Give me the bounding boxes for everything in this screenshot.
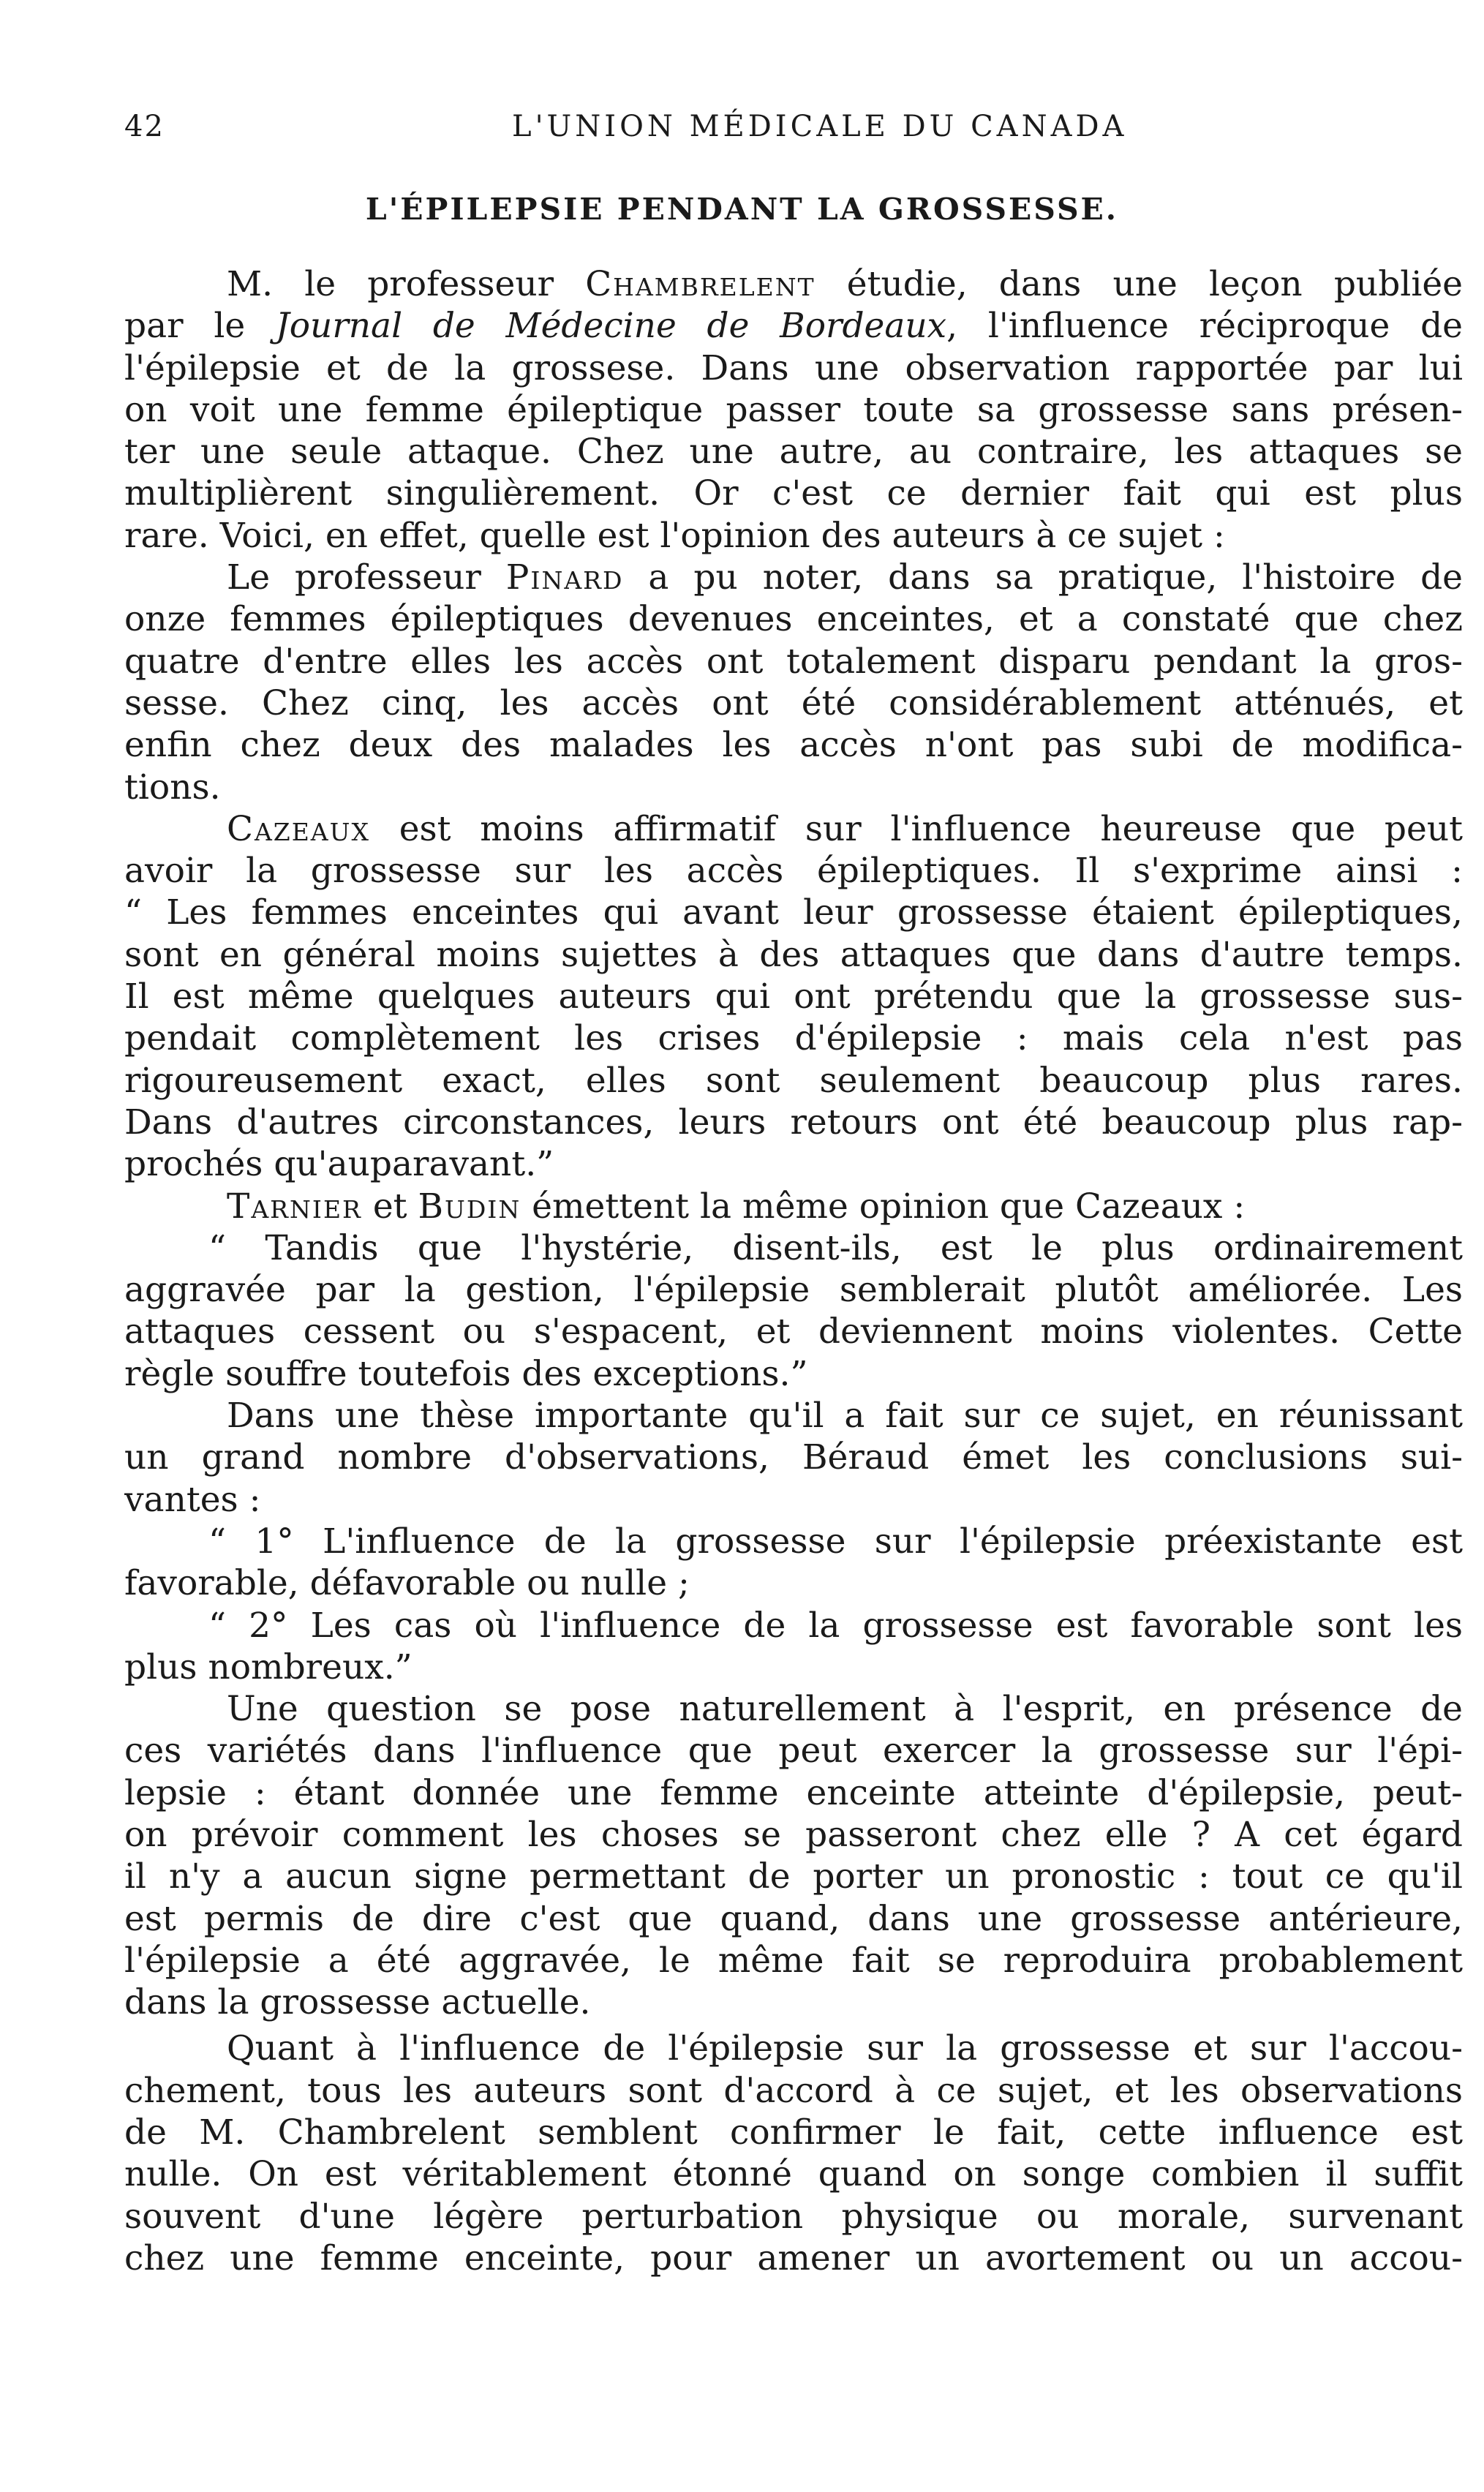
- text-run: a pu noter, dans sa pratique, l'histoire de: [623, 557, 1463, 598]
- text-line: [124, 263, 1463, 305]
- text-line: l'épilepsie et de la grossese. Dans une observation rapportée par lui: [124, 347, 1463, 388]
- page-header: [124, 110, 1418, 154]
- text-run: par le: [124, 306, 276, 347]
- author-name: Cazeaux: [227, 808, 370, 849]
- text-run: est moins affirmatif sur l'influence heureuse que peut: [369, 808, 1463, 849]
- text-run: et: [361, 1186, 418, 1227]
- text-line: il n'y a aucun signe permettant de porter un pronostic : tout ce qu'il: [124, 1856, 1463, 1897]
- text-line: “ Les femmes enceintes qui avant leur grossesse étaient épileptiques,: [124, 892, 1463, 933]
- text-line: onze femmes épileptiques devenues enceintes, et a constaté que chez: [124, 599, 1463, 640]
- text-run: M. le professeur: [227, 264, 586, 304]
- text-run: étudie, dans une leçon publiée: [815, 264, 1463, 304]
- text-line: [124, 808, 1463, 850]
- text-run: Le professeur: [227, 557, 506, 598]
- text-line: pendait complètement les crises d'épilepsie : mais cela n'est pas: [124, 1018, 1463, 1059]
- text-run: émettent la même opinion que Cazeaux :: [521, 1186, 1246, 1227]
- text-line: plus nombreux.”: [124, 1646, 413, 1687]
- text-line: avoir la grossesse sur les accès épileptiques. Il s'exprime ainsi :: [124, 851, 1463, 892]
- text-line: l'épilepsie a été aggravée, le même fait se reproduira probablement: [124, 1940, 1463, 1981]
- author-name: Tarnier: [227, 1186, 362, 1227]
- text-line: [124, 1186, 1463, 1227]
- text-line: ter une seule attaque. Chez une autre, au contraire, les attaques se: [124, 432, 1463, 473]
- text-line: sesse. Chez cinq, les accès ont été considérablement atténués, et: [124, 682, 1463, 723]
- text-line: souvent d'une légère perturbation physique ou morale, survenant: [124, 2196, 1463, 2237]
- text-line: chement, tous les auteurs sont d'accord à ce sujet, et les observations: [124, 2070, 1463, 2111]
- text-line: de M. Chambrelent semblent confirmer le fait, cette influence est: [124, 2112, 1463, 2153]
- text-line: règle souffre toutefois des exceptions.”: [124, 1353, 808, 1394]
- text-line: lepsie : étant donnée une femme enceinte atteinte d'épilepsie, peut-: [124, 1772, 1463, 1813]
- text-line: Il est même quelques auteurs qui ont prétendu que la grossesse sus-: [124, 976, 1463, 1017]
- text-line: Une question se pose naturellement à l'esprit, en présence de: [227, 1689, 1463, 1730]
- running-title: L'UNION MÉDICALE DU CANADA: [512, 110, 1128, 143]
- text-line: sont en général moins sujettes à des attaques que dans d'autre temps.: [124, 934, 1463, 975]
- text-line: Dans d'autres circonstances, leurs retours ont été beaucoup plus rap-: [124, 1102, 1463, 1143]
- text-line: prochés qu'auparavant.”: [124, 1144, 554, 1185]
- text-line: [124, 557, 1463, 598]
- text-line: vantes :: [124, 1479, 261, 1520]
- text-line: on voit une femme épileptique passer toute sa grossesse sans présen-: [124, 389, 1463, 430]
- text-run: , l'influence réciproque de: [946, 306, 1463, 347]
- text-line: quatre d'entre elles les accès ont totalement disparu pendant la gros-: [124, 641, 1463, 682]
- text-line: tions.: [124, 767, 221, 808]
- text-line: aggravée par la gestion, l'épilepsie semblerait plutôt améliorée. Les: [124, 1270, 1463, 1311]
- text-line: “ 2° Les cas où l'influence de la grossesse est favorable sont les: [208, 1605, 1463, 1646]
- author-name: Pinard: [505, 557, 624, 598]
- text-line: enfin chez deux des malades les accès n'ont pas subi de modifica-: [124, 725, 1463, 766]
- text-line: multiplièrent singulièrement. Or c'est ce dernier fait qui est plus: [124, 473, 1463, 514]
- journal-name: Journal de Médecine de Bordeaux: [275, 306, 947, 347]
- text-line: Dans une thèse importante qu'il a fait sur ce sujet, en réunissant: [227, 1396, 1463, 1437]
- text-line: est permis de dire c'est que quand, dans une grossesse antérieure,: [124, 1898, 1463, 1939]
- text-line: chez une femme enceinte, pour amener un avortement ou un accou-: [124, 2237, 1463, 2278]
- text-line: [124, 305, 1463, 347]
- text-line: rare. Voici, en effet, quelle est l'opinion des auteurs à ce sujet :: [124, 515, 1225, 556]
- article-body: [124, 263, 1463, 2279]
- text-line: ces variétés dans l'influence que peut exercer la grossesse sur l'épi-: [124, 1731, 1463, 1772]
- text-line: “ Tandis que l'hystérie, disent-ils, est le plus ordinairement: [208, 1227, 1463, 1268]
- page-number: 42: [124, 110, 165, 143]
- text-line: un grand nombre d'observations, Béraud émet les conclusions sui-: [124, 1437, 1463, 1478]
- text-line: nulle. On est véritablement étonné quand on songe combien il suffit: [124, 2154, 1463, 2195]
- text-line: Quant à l'influence de l'épilepsie sur la grossesse et sur l'accou-: [227, 2028, 1463, 2069]
- article-title: L'ÉPILEPSIE PENDANT LA GROSSESSE.: [365, 192, 1119, 227]
- text-line: on prévoir comment les choses se passeront chez elle ? A cet égard: [124, 1814, 1463, 1855]
- author-name: Budin: [418, 1186, 521, 1227]
- text-line: “ 1° L'influence de la grossesse sur l'épilepsie préexistante est: [208, 1521, 1463, 1562]
- author-name: Chambrelent: [585, 264, 816, 304]
- text-line: dans la grossesse actuelle.: [124, 1982, 591, 2023]
- text-line: rigoureusement exact, elles sont seulement beaucoup plus rares.: [124, 1060, 1463, 1101]
- text-line: favorable, défavorable ou nulle ;: [124, 1563, 690, 1604]
- text-line: attaques cessent ou s'espacent, et deviennent moins violentes. Cette: [124, 1311, 1463, 1352]
